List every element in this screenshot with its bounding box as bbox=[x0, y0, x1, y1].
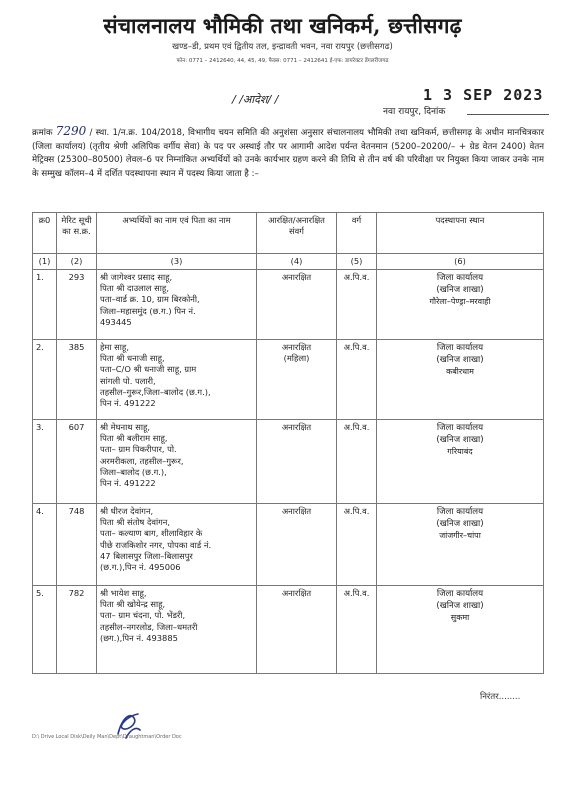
candidate-line: श्री धीरज देवांगन, bbox=[100, 506, 154, 516]
posting-location: सुकमा bbox=[450, 613, 470, 622]
candidate-line: श्री जागेश्वर प्रसाद साहू, bbox=[100, 272, 173, 282]
candidate-line: सांगली पो. पलारी, bbox=[100, 375, 156, 386]
candidate-line: (छग.),पिन नं. 493885 bbox=[100, 632, 178, 643]
candidate-line: पिता श्री दाउलाल साहू, bbox=[100, 283, 169, 294]
table-row bbox=[33, 586, 544, 674]
candidate-line: 493445 bbox=[100, 316, 132, 327]
reservation-line: अनारक्षित bbox=[281, 506, 312, 516]
posting-line: जिला कार्यालय bbox=[436, 423, 484, 433]
candidate-line: पिता श्री खोयेन्द्र साहू, bbox=[100, 599, 166, 610]
col-num: (4) bbox=[257, 254, 337, 270]
reservation-line: (महिला) bbox=[283, 353, 310, 363]
office-contact: फोन: 0771 – 2412640, 44, 45, 49, फैक्स: 0771 – 2412641 ई-एफ: डायरेक्टर डेंगलरीजगढ bbox=[176, 58, 389, 64]
posting-location: गौरेला–पेण्ड्रा–मरवाही bbox=[429, 297, 491, 306]
col-num: (3) bbox=[97, 254, 257, 270]
candidate-line: पिन नं. 491222 bbox=[100, 478, 156, 489]
candidate-line: अरमरीकला, तहसील–गुरूर, bbox=[100, 455, 184, 466]
place-date-label: नवा रायपुर, दिनांक bbox=[383, 107, 446, 117]
row-reservation bbox=[257, 270, 337, 340]
candidate-line: तहसील–गुरूर,जिला–बालोद (छ.ग.), bbox=[100, 386, 211, 397]
candidate-line: (छ.ग.),पिन नं. 495006 bbox=[100, 562, 181, 573]
order-heading: / /आदेश/ / bbox=[232, 93, 279, 106]
row-candidate bbox=[97, 504, 257, 586]
table-row bbox=[33, 340, 544, 420]
candidate-line: तहसील–नगरलोड, जिला–धमतरी bbox=[100, 621, 198, 632]
continued-label: निरंतर........ bbox=[480, 692, 521, 702]
reservation-line: अनारक्षित bbox=[281, 588, 312, 598]
col-num: (2) bbox=[57, 254, 97, 270]
row-merit: 748 bbox=[57, 504, 97, 586]
row-posting bbox=[377, 504, 544, 586]
row-candidate bbox=[97, 270, 257, 340]
reservation-line: अनारक्षित bbox=[281, 422, 312, 432]
posting-location: जांजगीर–चांपा bbox=[439, 531, 481, 540]
row-class: अ.पि.व. bbox=[337, 340, 377, 420]
row-serial: 3. bbox=[33, 420, 57, 504]
col-num: (1) bbox=[33, 254, 57, 270]
row-candidate bbox=[97, 340, 257, 420]
row-reservation bbox=[257, 340, 337, 420]
candidate-line: पता– कल्याण बाग, शीलाविहार के bbox=[100, 528, 203, 539]
candidate-line: पता–C/O श्री धनाजी साहू, ग्राम bbox=[100, 364, 197, 375]
header-reservation: आरक्षित/अनारक्षित संवर्ग bbox=[257, 213, 337, 254]
row-posting bbox=[377, 586, 544, 674]
candidate-line: जिला–बालोद (छ.ग.), bbox=[100, 466, 167, 477]
row-merit: 385 bbox=[57, 340, 97, 420]
row-class: अ.पि.व. bbox=[337, 270, 377, 340]
row-posting bbox=[377, 270, 544, 340]
posting-line: (खनिज शाखा) bbox=[436, 601, 484, 611]
office-address: खण्ड–डी, प्रथम एवं द्वितीय तल, इन्द्रावती भवन, नवा रायपुर (छत्तीसगढ) bbox=[172, 42, 393, 52]
posting-location: कबीरधाम bbox=[446, 367, 474, 376]
kramank-label: क्रमांक bbox=[32, 128, 53, 138]
row-reservation bbox=[257, 504, 337, 586]
posting-line: जिला कार्यालय bbox=[436, 589, 484, 599]
row-serial: 5. bbox=[33, 586, 57, 674]
order-text: / स्था. 1/न.क्र. 104/2018, विभागीय चयन समिति की अनुशंसा अनुसार संचालनालय भौमिकी तथा खनिकर्म, छत्तीसगढ़ के अधीन मानचित्रकार (जिला कार्यालय) (तृतीय श्रेणी अलिपिक वर्गीय सेवा) के पद पर अस्थाई तौर पर आगामी आदेश पर्यन्त वेतनमान (5200–20200/– + ग्रेड वेतन 2400) वेतन मेट्रिक्स (25300–80500) लेवल–6 पर निम्नांकित अभ्यर्थियों को उनके कार्यभार ग्रहण करने की तिथि से तीन वर्ष की परिवीक्षा पर नियुक्त किया जाकर उनके नाम के सम्मुख कॉलम–4 में दर्शित पदस्थापना स्थान में पदस्थ किया जाता है :– bbox=[32, 128, 544, 179]
candidate-line: पता– ग्राम चंदना, पो. भेंडरी, bbox=[100, 610, 186, 621]
row-merit: 782 bbox=[57, 586, 97, 674]
row-serial: 1. bbox=[33, 270, 57, 340]
row-candidate bbox=[97, 420, 257, 504]
row-reservation bbox=[257, 586, 337, 674]
appointment-table bbox=[32, 212, 544, 674]
signature-mark bbox=[112, 708, 146, 746]
header-name: अभ्यर्थियों का नाम एवं पिता का नाम bbox=[97, 213, 257, 254]
candidate-line: हेमा साहू, bbox=[100, 342, 129, 352]
kramank-handwritten-number: 7290 bbox=[55, 124, 87, 138]
row-serial: 2. bbox=[33, 340, 57, 420]
candidate-line: श्री भायेश साहू, bbox=[100, 588, 147, 598]
date-underline bbox=[467, 114, 549, 115]
posting-line: (खनिज शाखा) bbox=[436, 285, 484, 295]
row-merit: 293 bbox=[57, 270, 97, 340]
header-merit: मेरिट सूची का स.क्र. bbox=[57, 213, 97, 254]
candidate-line: पता–वार्ड क्र. 10, ग्राम बिरकोनी, bbox=[100, 294, 200, 305]
table-row bbox=[33, 420, 544, 504]
posting-line: जिला कार्यालय bbox=[436, 343, 484, 353]
posting-line: जिला कार्यालय bbox=[436, 507, 484, 517]
col-num: (5) bbox=[337, 254, 377, 270]
row-reservation bbox=[257, 420, 337, 504]
posting-line: (खनिज शाखा) bbox=[436, 355, 484, 365]
candidate-line: श्री मेघनाथ साहू, bbox=[100, 422, 151, 432]
row-posting bbox=[377, 340, 544, 420]
table-row bbox=[33, 504, 544, 586]
row-posting bbox=[377, 420, 544, 504]
row-merit: 607 bbox=[57, 420, 97, 504]
table-row bbox=[33, 270, 544, 340]
posting-location: गरियाबंद bbox=[447, 447, 473, 456]
candidate-line: पिता श्री बलीराम साहू, bbox=[100, 433, 168, 444]
header-class: वर्ग bbox=[337, 213, 377, 254]
office-title: संचालनालय भौमिकी तथा खनिकर्म, छत्तीसगढ़ bbox=[103, 13, 462, 38]
row-serial: 4. bbox=[33, 504, 57, 586]
candidate-line: पिन नं. 491222 bbox=[100, 398, 156, 409]
order-paragraph bbox=[32, 125, 544, 181]
candidate-line: पिता श्री संतोष देवांगन, bbox=[100, 517, 171, 528]
row-candidate bbox=[97, 586, 257, 674]
posting-line: जिला कार्यालय bbox=[436, 273, 484, 283]
candidate-line: पता– ग्राम पिकरीपार, पो. bbox=[100, 444, 177, 455]
row-class: अ.पि.व. bbox=[337, 420, 377, 504]
reservation-line: अनारक्षित bbox=[281, 272, 312, 282]
row-class: अ.पि.व. bbox=[337, 504, 377, 586]
col-num: (6) bbox=[377, 254, 544, 270]
row-class: अ.पि.व. bbox=[337, 586, 377, 674]
candidate-line: 47 बिलासपुर जिला–बिलासपुर bbox=[100, 550, 193, 561]
header-serial: क्र0 bbox=[33, 213, 57, 254]
reservation-line: अनारक्षित bbox=[281, 342, 312, 352]
posting-line: (खनिज शाखा) bbox=[436, 519, 484, 529]
candidate-line: जिला–महासमुंद (छ.ग.) पिन नं. bbox=[100, 305, 196, 316]
file-path-footer: D:\ Drive Local Disk\Deily Man\Dept\Draughtman\Order Doc bbox=[32, 734, 182, 740]
candidate-line: पीछे राजकिशोर नगर, पोपका वार्ड नं. bbox=[100, 539, 212, 550]
date-stamp: 1 3 SEP 2023 bbox=[423, 86, 544, 104]
header-posting: पदस्थापना स्थान bbox=[377, 213, 544, 254]
posting-line: (खनिज शाखा) bbox=[436, 435, 484, 445]
candidate-line: पिता श्री धनाजी साहू, bbox=[100, 353, 165, 364]
